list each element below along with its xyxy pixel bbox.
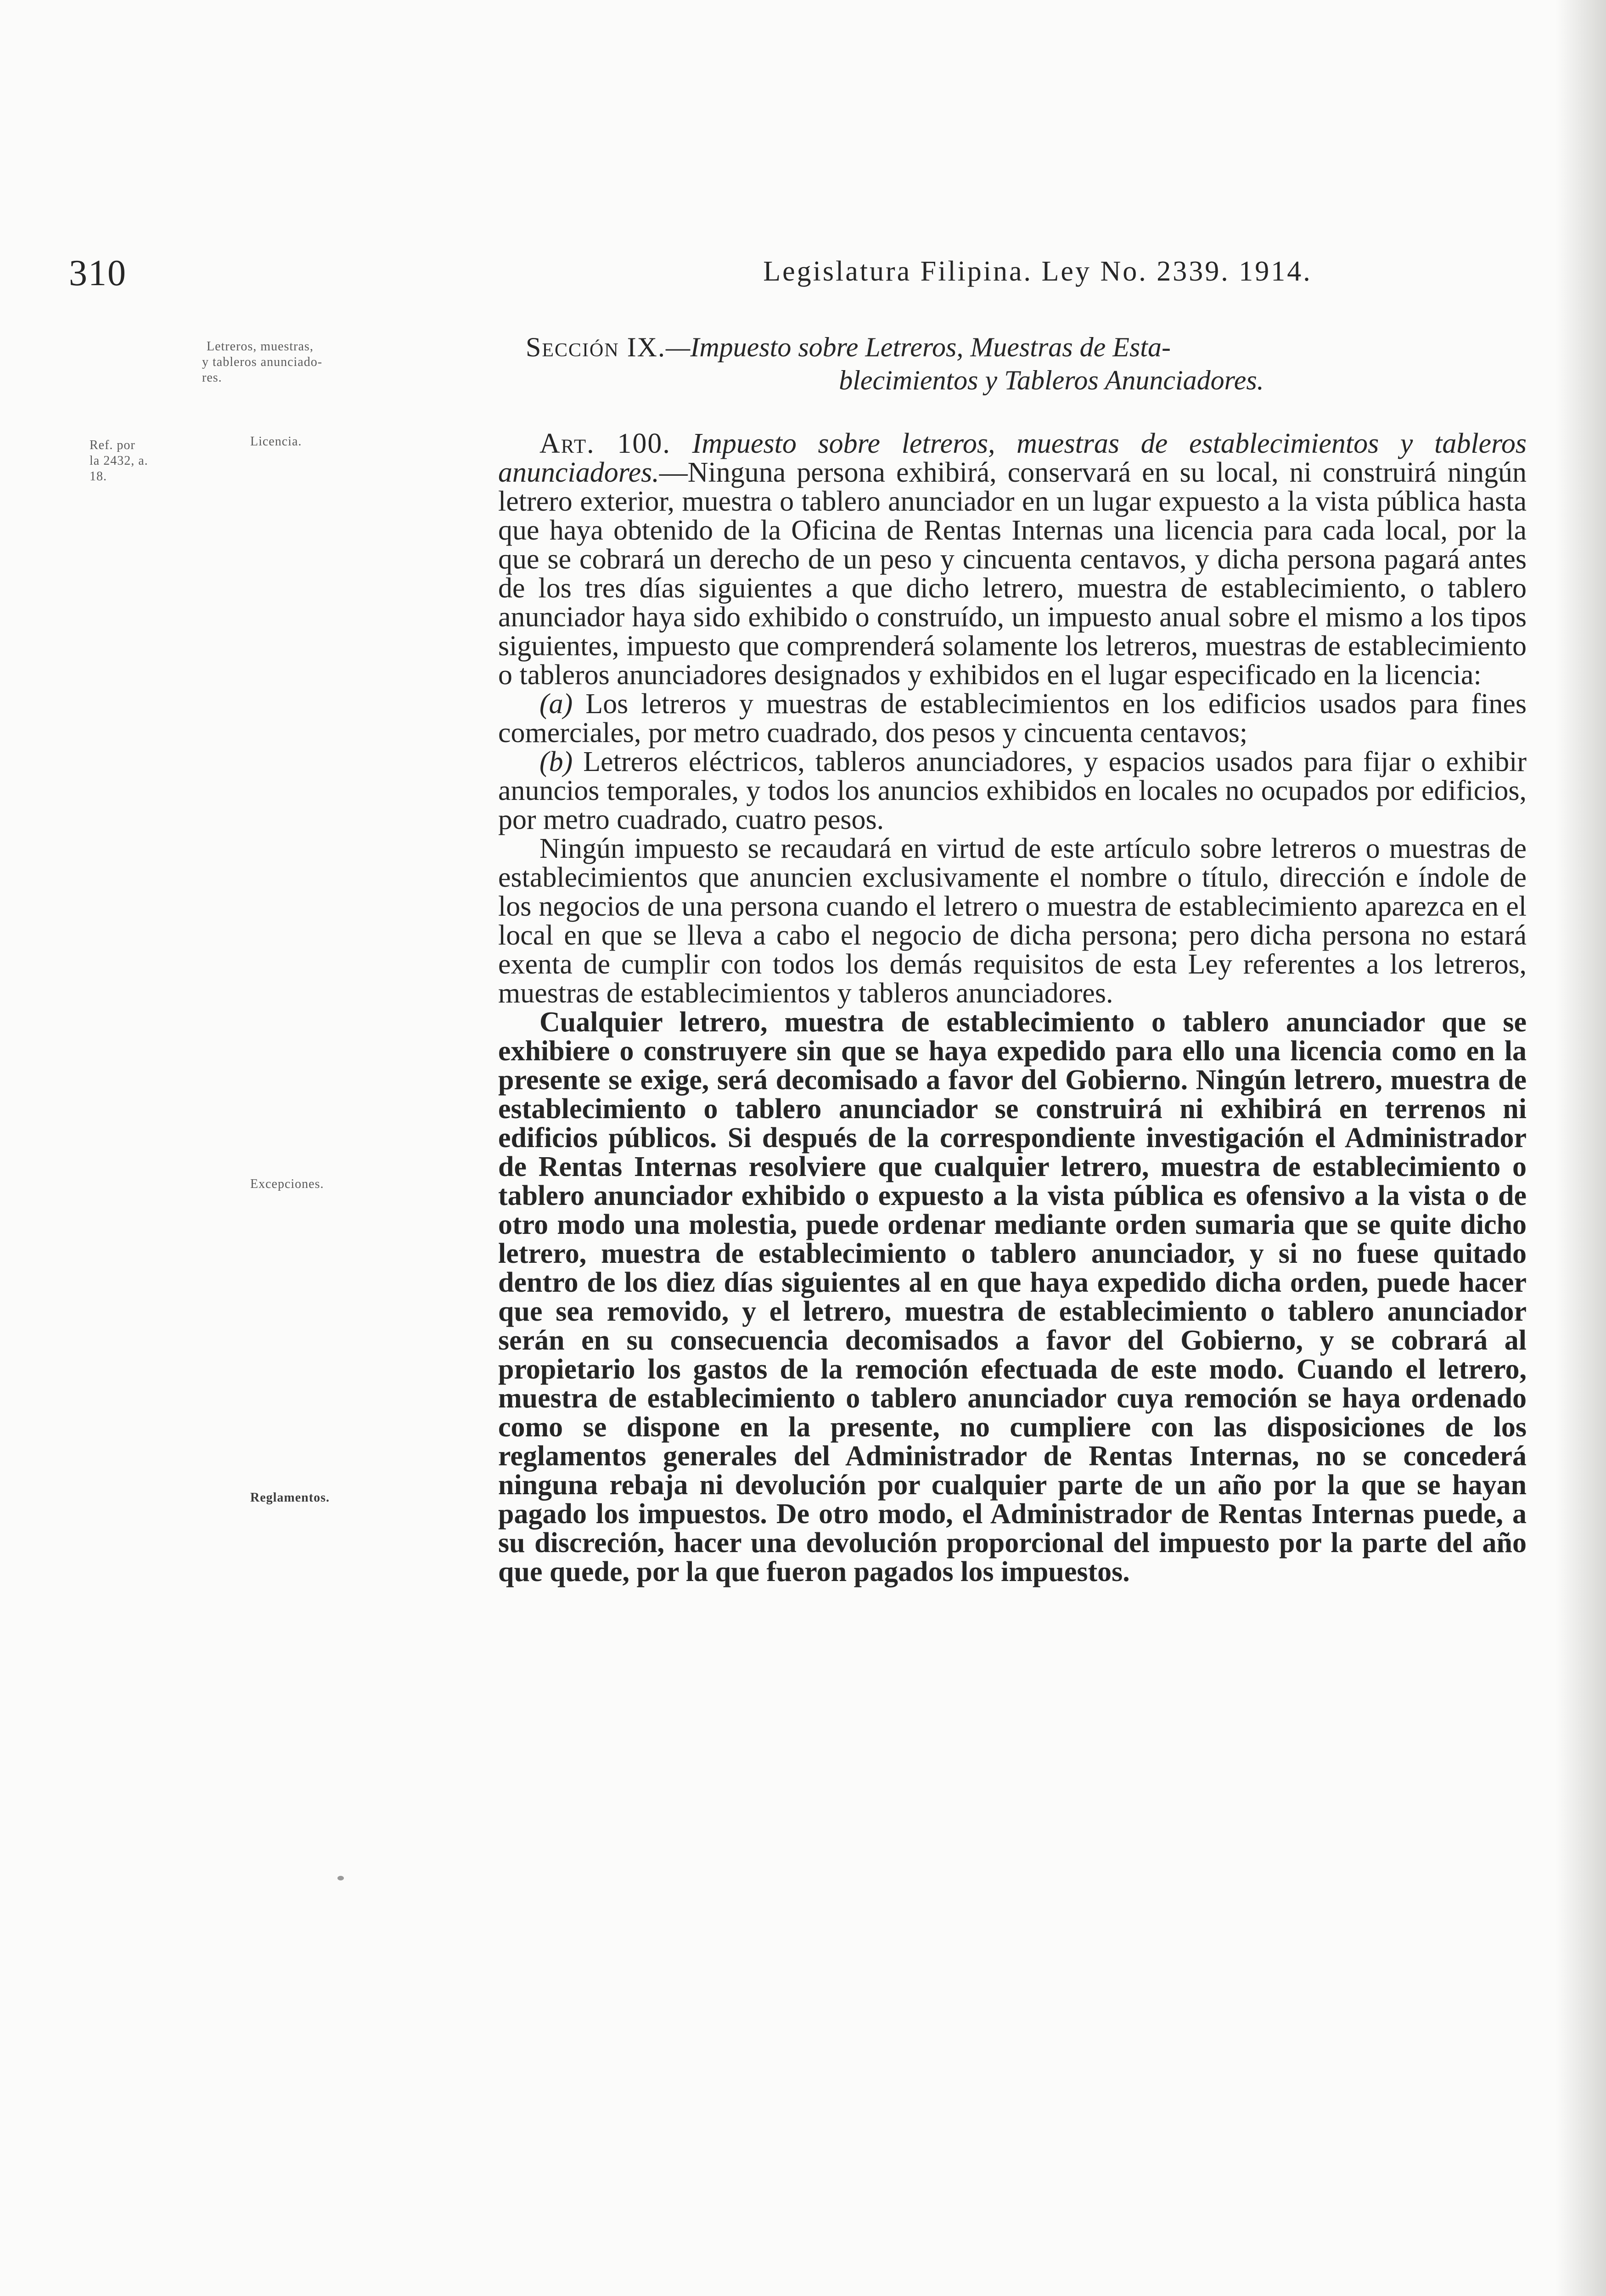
item-b-text: Letreros eléctricos, tableros anunciadores, y espacios usados para fijar o exhibir anuncios temporales, y todos los anuncios exhibidos en locales no ocupados por edificios, por metro cuadrado, cuatro pesos. [498, 746, 1527, 835]
margin-note-licencia: Licencia. [250, 434, 302, 449]
item-b-letter: (b) [539, 746, 573, 777]
margin-note-reglamentos: Reglamentos. [250, 1491, 330, 1505]
reglamentos-paragraph: Cualquier letrero, muestra de establecimiento o tablero anunciador que se exhibiere o construyere sin que se haya expedido para ello una licencia como en la presente se exige, será decomisado a favor del Gobierno. Ningún letrero, muestra de establecimiento o tablero anunciador se construirá ni exhibirá en terrenos ni edificios públicos. Si después de la correspondiente investigación el Administrador de Rentas Internas resolviere que cualquier letrero, muestra de establecimiento o tablero anunciador exhibido o expuesto a la vista pública es ofensivo a la vista o de otro modo una molestia, puede ordenar mediante orden sumaria que se quite dicho letrero, muestra de establecimiento o tablero anunciador, y si no fuese quitado dentro de los diez días siguientes al en que haya expedido dicha orden, puede hacer que sea removido, y el letrero, muestra de establecimiento o tablero anunciador serán en su consecuencia decomisados a favor del Gobierno, y se cobrará al propietario los gastos de la remoción efectuada de este modo. Cuando el letrero, muestra de establecimiento o tablero anunciador cuya remoción se haya ordenado como se dispone en la presente, no cumpliere con las disposiciones de los reglamentos generales del Administrador de Rentas Internas, no se concederá ninguna rebaja ni devolución por cualquier parte de un año por la que se hayan pagado los impuestos. De otro modo, el Administrador de Rentas Internas puede, a su discreción, hacer una devolución proporcional del impuesto por la parte del año que quede, por la que fueron pagados los impuestos. [498, 1007, 1527, 1587]
scan-speck [337, 1876, 344, 1880]
margin-note-heading-2: y tableros anunciado- [202, 355, 323, 369]
margin-note-ref-2: la 2432, a. [90, 454, 148, 468]
margin-note-ref-3: 18. [90, 469, 107, 484]
margin-note-ref-1: Ref. por [90, 438, 135, 452]
running-head: Legislatura Filipina. Ley No. 2339. 1914. [763, 256, 1312, 287]
page-edge-shadow [1555, 0, 1606, 2296]
article-text: —Ninguna persona exhibirá, conservará en su local, ni construirá ningún letrero exterior, muestra o tablero anunciador en un lugar expuesto a la vista pública hasta que haya obtenido de la Oficina de Rentas Internas una licencia para cada local, por la que se cobrará un derecho de un peso y cincuenta centavos, y dicha persona pagará antes de los tres días siguientes a que dicho letrero, muestra de establecimiento, o tablero anunciador haya sido exhibido o construído, un impuesto anual sobre el mismo a los tipos siguientes, impuesto que comprenderá solamente los letreros, muestras de establecimiento o tableros anunciadores designados y exhibidos en el lugar especificado en la licencia: [498, 457, 1527, 691]
article-100-paragraph [498, 429, 1527, 690]
excepciones-paragraph: Ningún impuesto se recaudará en virtud de este artículo sobre letreros o muestras de establecimientos que anuncien exclusivamente el nombre o título, dirección e índole de los negocios de una persona cuando el letrero o muestra de establecimiento aparezca en el local en que se lleva a cabo el negocio de dicha persona; pero dicha persona no estará exenta de cumplir con todos los demás requisitos de esta Ley referentes a los letreros, muestras de establecimientos y tableros anunciadores. [498, 833, 1527, 1009]
body-text [498, 429, 1527, 1587]
section-heading [526, 331, 1522, 397]
section-title-line2: blecimientos y Tableros Anunciadores. [839, 365, 1264, 395]
margin-note-heading-1: Letreros, muestras, [207, 339, 314, 354]
article-title: Impuesto sobre letreros, muestras de establecimientos y tableros anunciadores. [498, 428, 1527, 488]
page-number: 310 [69, 253, 127, 293]
item-a-letter: (a) [539, 688, 573, 720]
section-title-line1: —Impuesto sobre Letreros, Muestras de Esta- [666, 332, 1171, 362]
item-a-text: Los letreros y muestras de establecimientos en los edificios usados para fines comerciales, por metro cuadrado, dos pesos y cincuenta centavos; [498, 688, 1527, 748]
item-a-paragraph [498, 690, 1527, 748]
margin-note-excepciones: Excepciones. [250, 1177, 324, 1191]
item-b-paragraph [498, 748, 1527, 834]
article-number: Art. 100. [539, 428, 671, 459]
margin-note-heading-3: res. [202, 371, 222, 385]
section-number: Sección IX. [526, 332, 666, 362]
